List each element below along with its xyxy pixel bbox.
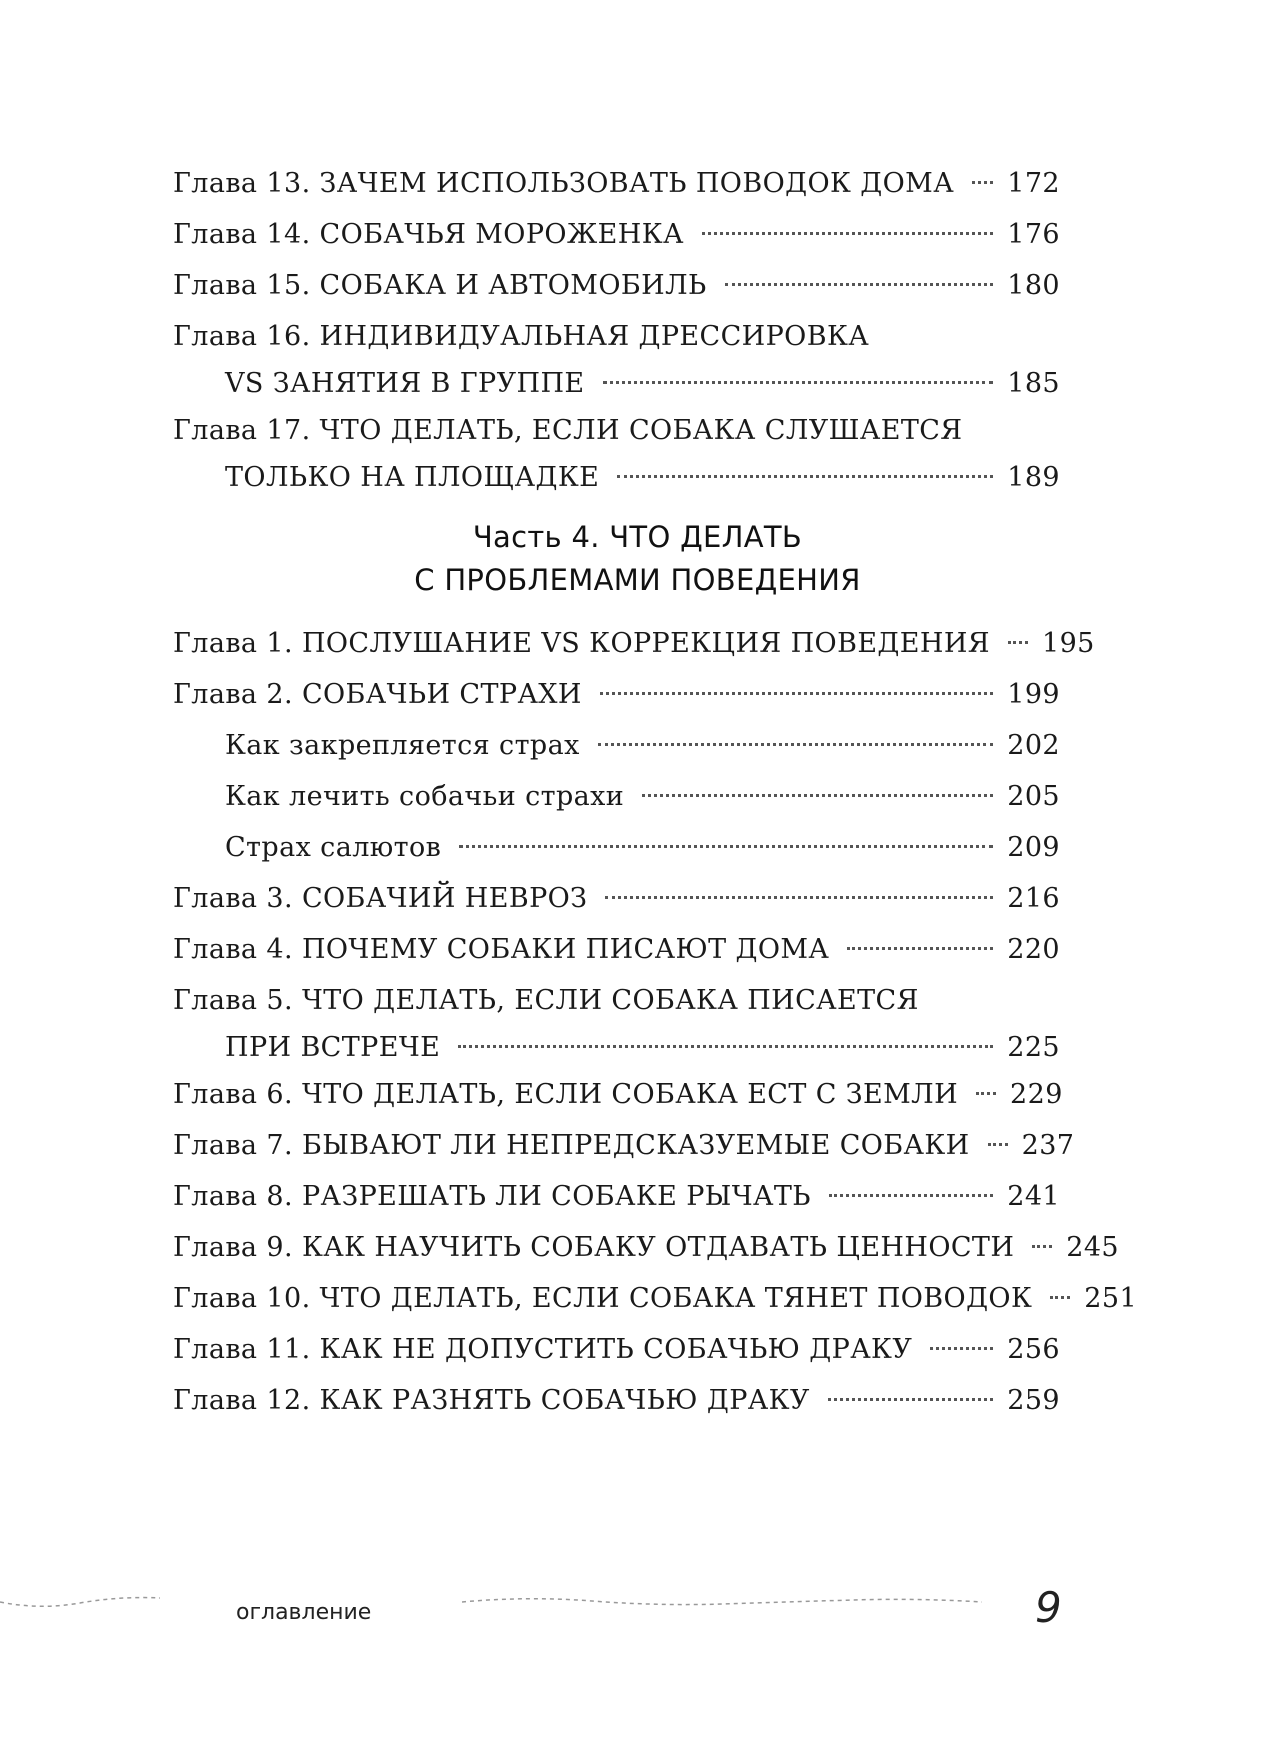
toc-entry-line [173, 1069, 1063, 1120]
toc-entry [173, 1222, 1120, 1273]
toc-entry-title: Глава 7. БЫВАЮТ ЛИ НЕПРЕДСКАЗУЕМЫЕ СОБАКИ [173, 1130, 970, 1161]
footer-wave-left [0, 1590, 160, 1614]
toc-entry [173, 1120, 1075, 1171]
toc-entry-title: Глава 11. КАК НЕ ДОПУСТИТЬ СОБАЧЬЮ ДРАКУ [173, 1334, 913, 1365]
toc-page-number: 229 [1010, 1079, 1063, 1110]
toc-entry-title: Глава 16. ИНДИВИДУАЛЬНАЯ ДРЕССИРОВКА [173, 321, 870, 352]
toc-entry [173, 975, 1060, 1069]
toc-entry-title: Глава 9. КАК НАУЧИТЬ СОБАКУ ОТДАВАТЬ ЦЕННОСТИ [173, 1232, 1015, 1263]
toc-entry [173, 311, 1060, 405]
toc-entry-title: Глава 4. ПОЧЕМУ СОБАКИ ПИСАЮТ ДОМА [173, 934, 830, 965]
toc-entry-title: Глава 6. ЧТО ДЕЛАТЬ, ЕСЛИ СОБАКА ЕСТ С ЗЕМЛИ [173, 1079, 959, 1110]
toc-entry-line [173, 669, 1060, 720]
toc-leader-dots [1008, 641, 1028, 644]
toc-leader-dots [1050, 1296, 1070, 1299]
toc-entry-title: Страх салютов [225, 832, 442, 863]
toc-entry-title: Глава 3. СОБАЧИЙ НЕВРОЗ [173, 883, 588, 914]
toc-leader-dots [1032, 1245, 1052, 1248]
toc-page-number: 172 [1007, 168, 1060, 199]
toc-entry-title: Глава 8. РАЗРЕШАТЬ ЛИ СОБАКЕ РЫЧАТЬ [173, 1181, 811, 1212]
toc-leader-dots [976, 1092, 996, 1095]
toc-entry-line [173, 311, 1060, 362]
toc-entry-line [173, 720, 1060, 771]
toc-entry [173, 158, 1060, 209]
toc-leader-dots [605, 896, 993, 899]
toc-entry [173, 873, 1060, 924]
toc-entry [173, 1069, 1063, 1120]
toc-entry-line [173, 1222, 1120, 1273]
toc-leader-dots [603, 381, 994, 384]
toc-entry [173, 405, 1060, 499]
toc-leader-dots [642, 794, 993, 797]
toc-entry-line [173, 618, 1095, 669]
toc-page-number: 251 [1084, 1283, 1138, 1314]
toc-entry-line [173, 1375, 1060, 1426]
toc-leader-dots [702, 232, 993, 235]
page-number: 9 [1035, 1583, 1062, 1632]
toc-entry-title: Глава 13. ЗАЧЕМ ИСПОЛЬЗОВАТЬ ПОВОДОК ДОМА [173, 168, 955, 199]
toc-entry [173, 1273, 1138, 1324]
toc-subentry [173, 822, 1060, 873]
toc-page-number: 256 [1007, 1334, 1060, 1365]
toc-entry [173, 924, 1060, 975]
toc-entry-line [173, 1120, 1075, 1171]
toc-entry-line [173, 873, 1060, 924]
toc-entry-line [173, 975, 1060, 1026]
toc-entry-line [173, 405, 1060, 456]
toc-entry-title-continuation: ПРИ ВСТРЕЧЕ [225, 1032, 441, 1063]
toc-page-number: 176 [1007, 219, 1060, 250]
toc-page-number: 209 [1007, 832, 1060, 863]
toc-page-number: 241 [1007, 1181, 1060, 1212]
toc-leader-dots [972, 181, 993, 184]
toc-entry-line [173, 456, 1060, 499]
part4-heading-line2: С ПРОБЛЕМАМИ ПОВЕДЕНИЯ [414, 563, 861, 597]
toc-page-number: 245 [1066, 1232, 1120, 1263]
part4-heading [0, 515, 1275, 603]
toc-entry-title: Как закрепляется страх [225, 730, 580, 761]
toc-leader-dots [458, 1045, 993, 1048]
toc-leader-dots [598, 743, 994, 746]
toc-page-number: 237 [1021, 1130, 1075, 1161]
toc-entry-title-continuation: VS ЗАНЯТИЯ В ГРУППЕ [225, 368, 585, 399]
toc-leader-dots [930, 1347, 993, 1350]
toc-subentry [173, 720, 1060, 771]
toc-entry-title: Глава 14. СОБАЧЬЯ МОРОЖЕНКА [173, 219, 684, 250]
footer-section-label: оглавление [236, 1600, 372, 1625]
toc-entry-line [173, 822, 1060, 873]
toc-entry-line [173, 209, 1060, 260]
toc-entry-line [173, 362, 1060, 405]
toc-entry [173, 209, 1060, 260]
toc-entry-line [173, 1026, 1060, 1069]
toc-entry-title: Глава 2. СОБАЧЬИ СТРАХИ [173, 679, 582, 710]
toc-entry-title: Глава 10. ЧТО ДЕЛАТЬ, ЕСЛИ СОБАКА ТЯНЕТ ПОВОДОК [173, 1283, 1033, 1314]
toc-top-section [173, 158, 1060, 499]
toc-entry-title: Глава 12. КАК РАЗНЯТЬ СОБАЧЬЮ ДРАКУ [173, 1385, 810, 1416]
toc-entry-title: Глава 17. ЧТО ДЕЛАТЬ, ЕСЛИ СОБАКА СЛУШАЕТСЯ [173, 415, 963, 446]
toc-entry [173, 618, 1095, 669]
toc-page-number: 205 [1007, 781, 1060, 812]
toc-subentry [173, 771, 1060, 822]
toc-leader-dots [725, 283, 994, 286]
toc-leader-dots [617, 475, 993, 478]
toc-page-number: 216 [1007, 883, 1060, 914]
toc-entry [173, 1324, 1060, 1375]
toc-leader-dots [847, 947, 993, 950]
toc-part4-section [173, 618, 1138, 1426]
toc-entry-title: Глава 5. ЧТО ДЕЛАТЬ, ЕСЛИ СОБАКА ПИСАЕТСЯ [173, 985, 919, 1016]
toc-page-number: 195 [1042, 628, 1095, 659]
toc-page-number: 225 [1007, 1032, 1060, 1063]
toc-entry-line [173, 924, 1060, 975]
toc-entry-line [173, 260, 1060, 311]
toc-entry-line [173, 158, 1060, 209]
toc-page-number: 202 [1007, 730, 1060, 761]
toc-leader-dots [988, 1143, 1008, 1146]
toc-entry-title: Глава 15. СОБАКА И АВТОМОБИЛЬ [173, 270, 707, 301]
toc-leader-dots [828, 1398, 993, 1401]
toc-page-number: 259 [1007, 1385, 1060, 1416]
toc-page-number: 189 [1007, 462, 1060, 493]
toc-entry-title: Глава 1. ПОСЛУШАНИЕ VS КОРРЕКЦИЯ ПОВЕДЕНИЯ [173, 628, 990, 659]
toc-entry [173, 1375, 1060, 1426]
toc-entry-title: Как лечить собачьи страхи [225, 781, 625, 812]
part4-heading-line1: Часть 4. ЧТО ДЕЛАТЬ [472, 520, 803, 554]
toc-entry [173, 669, 1060, 720]
toc-entry-line [173, 771, 1060, 822]
toc-entry [173, 1171, 1060, 1222]
toc-page-number: 180 [1007, 270, 1060, 301]
toc-entry-line [173, 1171, 1060, 1222]
toc-entry-line [173, 1273, 1138, 1324]
toc-page-number: 185 [1007, 368, 1060, 399]
toc-entry-title-continuation: ТОЛЬКО НА ПЛОЩАДКЕ [225, 462, 600, 493]
toc-entry [173, 260, 1060, 311]
toc-page-number: 199 [1007, 679, 1060, 710]
toc-leader-dots [600, 692, 993, 695]
toc-leader-dots [459, 845, 993, 848]
footer-wave-right [462, 1590, 982, 1614]
toc-leader-dots [829, 1194, 993, 1197]
toc-entry-line [173, 1324, 1060, 1375]
toc-page-number: 220 [1007, 934, 1060, 965]
